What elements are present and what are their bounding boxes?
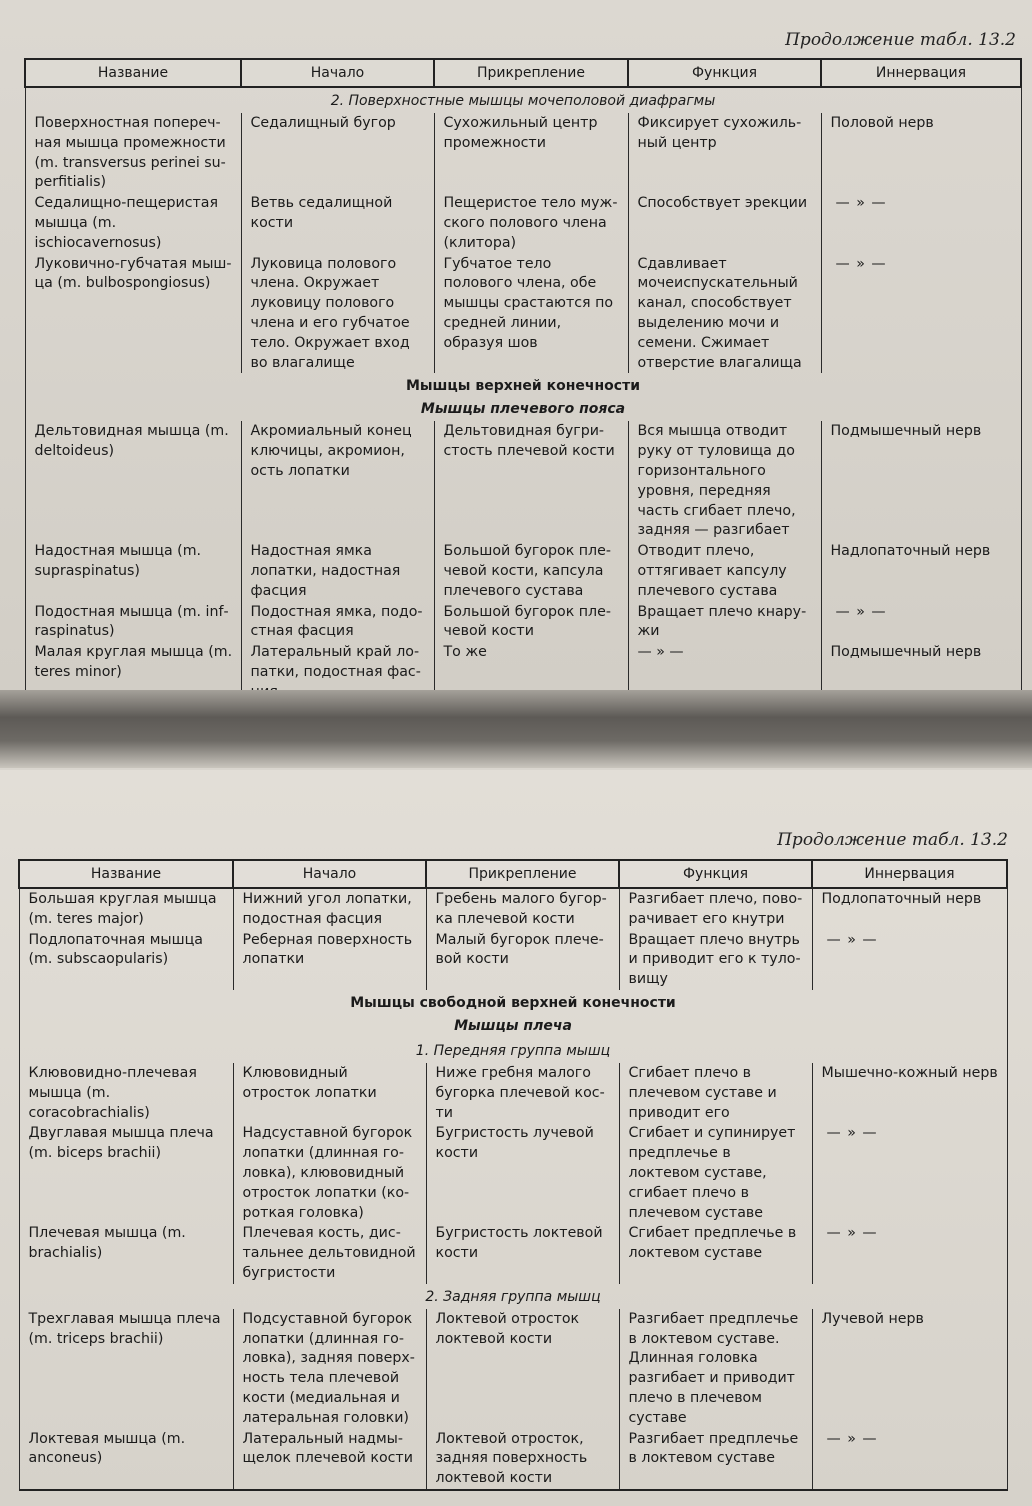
cell-origin: Седалищный бугор [241,113,434,193]
table-row [19,1123,1007,1223]
cell-insertion: Дельтовидная бугристость плечевой кости [434,421,628,541]
cell-origin: Латеральный надмыщелок плечевой кости [233,1429,426,1490]
cell-function: Отводит плечо, оттягивает капсулу плечевого сустава [628,541,821,601]
cell-name: Локтевая мышца (m. anconeus) [19,1429,233,1490]
header-function: Функция [619,860,812,888]
cell-name: Надостная мышца (m. supraspinatus) [25,541,241,601]
cell-name: Плечевая мышца (m. brachialis) [19,1223,233,1283]
cell-innervation: Подлопаточный нерв [812,888,1007,930]
cell-innervation: Подмышечный нерв [821,642,1021,700]
cell-function: Вращает плечо внутрь и приводит его к туловищу [619,930,812,990]
cell-insertion: Гребень малого бугорка плечевой кости [426,888,619,930]
section-row [25,87,1021,113]
table-row [19,888,1007,930]
cell-origin: Луковица полового члена. Окружает луковицу полового члена и его губчатое тело. Окружает вход во влагалище [241,254,434,374]
cell-innervation: — » — [812,1123,1007,1223]
cell-name: Малая круглая мышца (m. teres minor) [25,642,241,700]
cell-origin: Клювовидный отросток лопатки [233,1063,426,1123]
header-name: Название [19,860,233,888]
table-row [25,602,1021,643]
cell-innervation: — » — [821,602,1021,643]
header-innervation: Иннервация [812,860,1007,888]
cell-innervation: Надлопаточный нерв [821,541,1021,601]
page-bottom [0,770,1032,1506]
muscle-table [24,58,1022,700]
cell-innervation: — » — [821,254,1021,374]
cell-insertion: Сухожильный центр промежности [434,113,628,193]
section-title: 1. Передняя группа мышц [19,1038,1007,1063]
header-insertion: Прикрепление [426,860,619,888]
header-insertion: Прикрепление [434,59,628,87]
cell-function: Разгибает плечо, поворачивает его кнутри [619,888,812,930]
cell-name: Подостная мышца (m. infraspinatus) [25,602,241,643]
cell-name: Клювовидно-плечевая мышца (m. coracobrachialis) [19,1063,233,1123]
table-row [25,113,1021,193]
cell-innervation: Лучевой нерв [812,1309,1007,1429]
cell-name: Седалищно-пещеристая мышца (m. ischiocavernosus) [25,193,241,253]
cell-insertion: Локтевой отросток локтевой кости [426,1309,619,1429]
section-title: Мышцы свободной верхней конечности [19,990,1007,1015]
section-row [19,1038,1007,1063]
cell-insertion: Пещеристое тело мужского полового члена (клитора) [434,193,628,253]
cell-innervation: — » — [821,193,1021,253]
cell-function: Сгибает предплечье в локтевом суставе [619,1223,812,1283]
cell-innervation: Мышечно-кожный нерв [812,1063,1007,1123]
section-row [25,373,1021,398]
cell-origin: Надсуставной бугорок лопатки (длинная головка), клювовидный отросток лопатки (короткая головка) [233,1123,426,1223]
header-name: Название [25,59,241,87]
cell-innervation: — » — [812,1429,1007,1490]
section-title: 2. Задняя группа мышц [19,1284,1007,1309]
section-row [25,398,1021,421]
table-body [19,888,1007,1490]
header-origin: Начало [233,860,426,888]
cell-function: Фиксирует сухожильный центр [628,113,821,193]
book-gutter [0,690,1032,768]
cell-function: Сдавливает мочеиспускательный канал, способствует выделению мочи и семени. Сжимает отверстие влагалища [628,254,821,374]
cell-innervation: — » — [812,1223,1007,1283]
header-origin: Начало [241,59,434,87]
cell-insertion: Большой бугорок плечевой кости [434,602,628,643]
table-row [25,193,1021,253]
cell-origin: Надостная ямка лопатки, надостная фасция [241,541,434,601]
table-caption: Продолжение табл. 13.2 [777,830,1008,850]
cell-function: Сгибает и супинирует предплечье в локтевом суставе, сгибает плечо в плечевом суставе [619,1123,812,1223]
cell-function: Способствует эрекции [628,193,821,253]
cell-function: Вращает плечо кнаружи [628,602,821,643]
cell-origin: Подсуставной бугорок лопатки (длинная головка), задняя поверхность тела плечевой кости (медиальная и латеральная головки) [233,1309,426,1429]
table-header-row [19,860,1007,888]
table-row [25,541,1021,601]
section-title: 2. Поверхностные мышцы мочеполовой диафрагмы [25,87,1021,113]
table-row [19,1063,1007,1123]
section-title: Мышцы верхней конечности [25,373,1021,398]
cell-insertion: Большой бугорок плечевой кости, капсула плечевого сустава [434,541,628,601]
table-row [19,1223,1007,1283]
cell-insertion: Малый бугорок плечевой кости [426,930,619,990]
section-title: Мышцы плеча [19,1015,1007,1038]
cell-name: Поверхностная поперечная мышца промежности (m. transversus perinei superfitialis) [25,113,241,193]
table-row [19,930,1007,990]
cell-origin: Нижний угол лопатки, подостная фасция [233,888,426,930]
table-row [19,1309,1007,1429]
cell-function: Разгибает предплечье в локтевом суставе. Длинная головка разгибает и приводит плечо в плечевом суставе [619,1309,812,1429]
table-body [25,87,1021,700]
cell-origin: Плечевая кость, дистальнее дельтовидной бугристости [233,1223,426,1283]
cell-insertion: Локтевой отросток, задняя поверхность локтевой кости [426,1429,619,1490]
cell-name: Трехглавая мышца плеча (m. triceps brachii) [19,1309,233,1429]
cell-origin: Латеральный край лопатки, подостная фас [241,642,434,700]
cell-function: Разгибает предплечье в локтевом суставе [619,1429,812,1490]
page-top [0,0,1032,700]
cell-name: Подлопаточная мышца (m. subscaopularis) [19,930,233,990]
cell-name: Большая круглая мышца (m. teres major) [19,888,233,930]
cell-name: Дельтовидная мышца (m. deltoideus) [25,421,241,541]
cell-innervation: Подмышечный нерв [821,421,1021,541]
cell-function: Вся мышца отводит руку от туловища до горизонтального уровня, передняя часть сгибает плечо, задняя — разгибает [628,421,821,541]
cell-function: — » — [628,642,821,700]
cell-insertion: Губчатое тело полового члена, обе мышцы срастаются по средней линии, образуя шов [434,254,628,374]
table-row [25,421,1021,541]
cell-insertion: Ниже гребня малого бугорка плечевой кости [426,1063,619,1123]
cell-origin: Ветвь седалищной кости [241,193,434,253]
section-row [19,990,1007,1015]
cell-innervation: Половой нерв [821,113,1021,193]
cell-function: Сгибает плечо в плечевом суставе и приводит его [619,1063,812,1123]
section-row [19,1284,1007,1309]
cell-insertion: Бугристость лучевой кости [426,1123,619,1223]
header-function: Функция [628,59,821,87]
cell-origin: Реберная поверхность лопатки [233,930,426,990]
table-row [19,1429,1007,1490]
cell-name: Луковично-губчатая мышца (m. bulbospongiosus) [25,254,241,374]
table-header-row [25,59,1021,87]
header-innervation: Иннервация [821,59,1021,87]
cell-insertion: Бугристость локтевой кости [426,1223,619,1283]
cell-insertion: То же [434,642,628,700]
cell-innervation: — » — [812,930,1007,990]
cell-origin: Подостная ямка, подостная фасция [241,602,434,643]
cell-origin: Акромиальный конец ключицы, акромион, ость лопатки [241,421,434,541]
table-row [25,254,1021,374]
table-caption: Продолжение табл. 13.2 [785,30,1016,50]
cell-name: Двуглавая мышца плеча (m. biceps brachii) [19,1123,233,1223]
section-row [19,1015,1007,1038]
section-title: Мышцы плечевого пояса [25,398,1021,421]
muscle-table [18,859,1008,1491]
